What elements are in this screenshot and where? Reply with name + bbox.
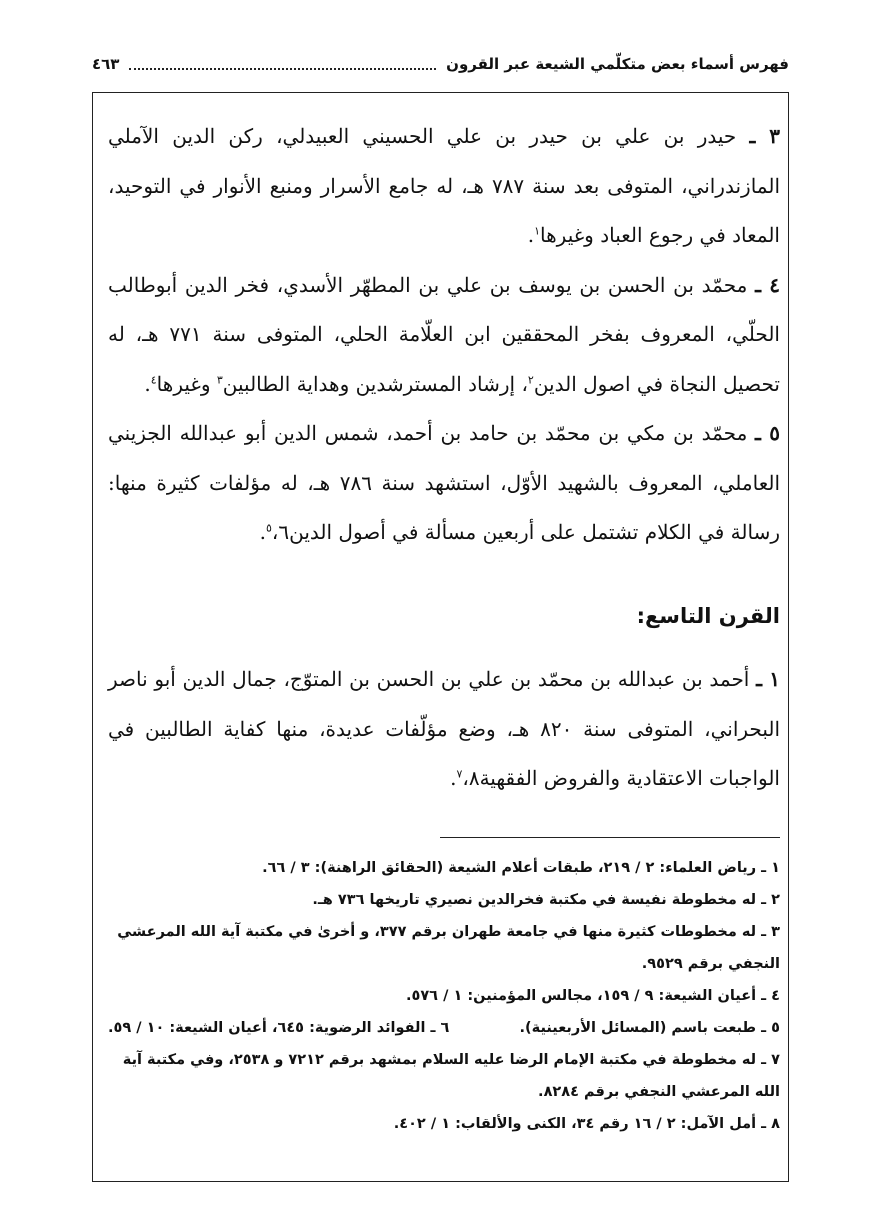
entry-number: ٣ ـ [749,124,781,148]
entry-number: ١ ـ [756,667,780,691]
footnote-row-5-6 [108,1012,780,1044]
entry-4 [108,261,780,410]
footnote-3: ٣ ـ له مخطوطات كثيرة منها في جامعة طهران برقم ٣٧٧، و أخرىٰ في مكتبة آية الله المرعشي النجفي برقم ٩٥٢٩. [117,924,780,972]
footnote-5: ٥ ـ طبعت باسم (المسائل الأربعينية). [519,1020,780,1036]
entry-number: ٥ ـ [755,421,781,445]
entry-tail: ،٨. [450,766,480,790]
footnote-ref: ٥ [265,521,272,535]
entry-3 [108,112,780,261]
page-number: ٤٦٣ [92,55,120,73]
running-header [92,50,789,78]
entry-text-2: ، إرشاد المسترشدين وهداية الطالبين [222,371,528,396]
footnote-1: ١ ـ رياض العلماء: ٢ / ٢١٩، طبقات أعلام الشيعة (الحقائق الراهنة): ٣ / ٦٦. [262,860,780,876]
entry-text: أحمد بن عبدالله بن محمّد بن علي بن الحسن بن المتوّج، جمال الدين أبو ناصر البحراني، المتوفى سنة ٨٢٠ هـ، وضع مؤلّفات عديدة، منها كفاية الطالبين في الواجبات الاعتقادية والفروض الفقهية [108,667,781,790]
entry-number: ٤ ـ [755,272,780,297]
header-leader-dots [129,58,436,70]
entry-tail: . [527,223,535,247]
footnote-ref: ١ [534,224,541,238]
footnote-8: ٨ ـ أمل الآمل: ٢ / ١٦ رقم ٣٤، الكنى والألقاب: ١ / ٤٠٢. [393,1116,780,1132]
entry-text: حيدر بن علي بن حيدر بن علي الحسيني العبيدلي، ركن الدين الآملي المازندراني، المتوفى بعد سنة ٧٨٧ هـ، له جامع الأسرار ومنبع الأنوار في التوحيد، المعاد في رجوع العباد وغيرها [108,124,780,247]
footnote-7: ٧ ـ له مخطوطة في مكتبة الإمام الرضا عليه السلام بمشهد برقم ٧٢١٢ و ٢٥٣٨، وفي مكتبة آية الله المرعشي النجفي برقم ٨٢٨٤. [122,1052,780,1100]
footnote-ref: ٢ [527,372,534,386]
entry-9-1 [108,655,780,804]
footnote-ref: ٤ [150,372,157,386]
footnote-2: ٢ ـ له مخطوطة نفيسة في مكتبة فخرالدين نصيري تاريخها ٧٣٦ هـ. [312,892,780,908]
footnote-ref: ٧ [456,767,463,781]
entry-tail: ،٦. [259,520,290,544]
footnote-divider [440,837,780,838]
main-text [108,112,780,804]
entry-text: محمّد بن مكي بن محمّد بن حامد بن أحمد، شمس الدين أبو عبدالله الجزيني العاملي، المعروف بالشهيد الأوّل، استشهد سنة ٧٨٦ هـ، له مؤلفات كثيرة منها: رسالة في الكلام تشتمل على أربعين مسألة في أصول الدين [108,421,781,544]
footnote-6: ٦ ـ الفوائد الرضوية: ٦٤٥، أعيان الشيعة: ١٠ / ٥٩. [108,1020,450,1036]
entry-5 [108,409,780,558]
header-title: فهرس أسماء بعض متكلّمي الشيعة عبر القرون [446,55,789,73]
footnote-4: ٤ ـ أعيان الشيعة: ٩ / ١٥٩، مجالس المؤمنين: ١ / ٥٧٦. [405,988,780,1004]
section-heading: القرن التاسع: [636,603,780,628]
entry-tail: . [144,371,151,396]
footnotes [108,852,780,1140]
entry-text: محمّد بن الحسن بن يوسف بن علي بن المطهّر الأسدي، فخر الدين أبوطالب الحلّي، المعروف بفخر المحققين ابن العلّامة الحلي، المتوفى سنة ٧٧١ هـ، له تحصيل النجاة في اصول الدين [108,272,780,396]
footnote-ref: ٣ [216,372,223,386]
entry-text-3: وغيرها [156,371,217,396]
